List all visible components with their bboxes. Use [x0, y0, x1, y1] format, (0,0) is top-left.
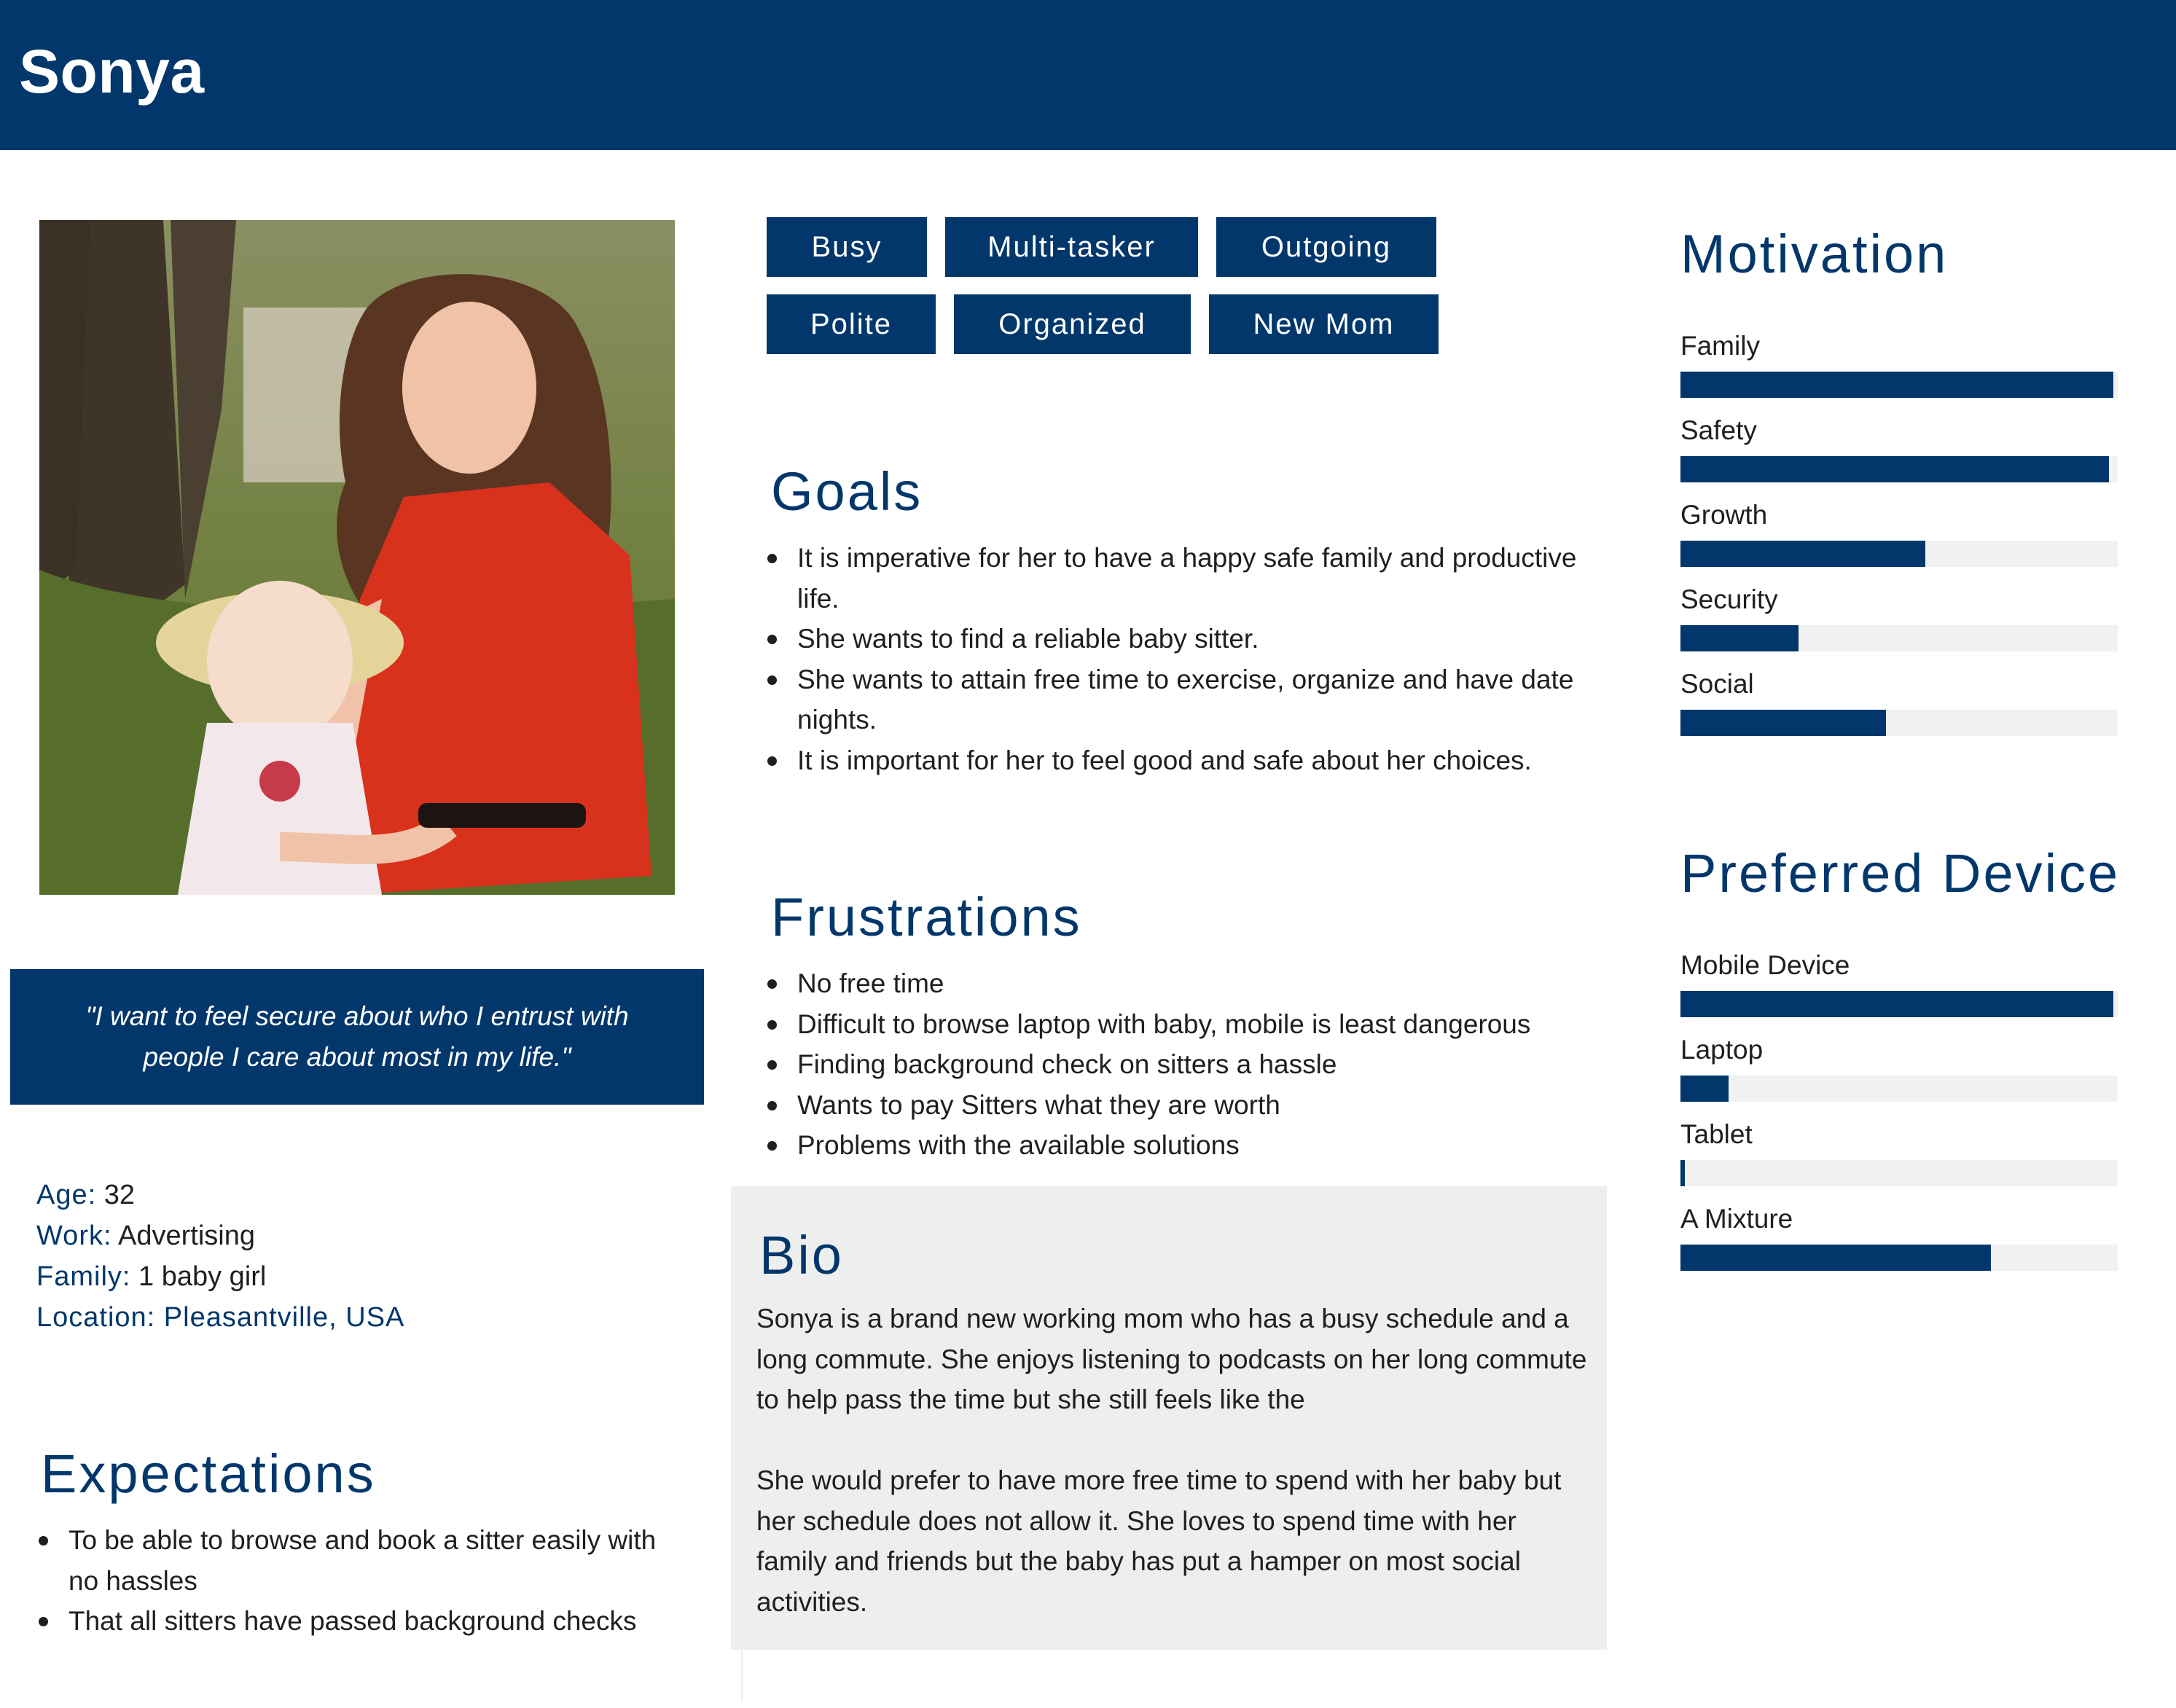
demographic-work [36, 1215, 404, 1256]
list-item: It is important for her to feel good and safe about her choices. [765, 740, 1589, 781]
device-meter-fill [1680, 1160, 1685, 1186]
bio-paragraph: She would prefer to have more free time to spend with her baby but her schedule does not allow it. She loves to spend time with her family and friends but the baby has put a hamper on most social activities. [756, 1465, 1562, 1617]
persona-quote-box [10, 969, 704, 1105]
motivation-meter-track [1680, 710, 2118, 736]
header-bar [0, 0, 2176, 150]
device-meter-label: A Mixture [1680, 1204, 1793, 1234]
location-value: Pleasantville, USA [155, 1302, 405, 1333]
persona-quote: "I want to feel secure about who I entrust with people I care about most in my life." [85, 1001, 629, 1072]
divider [741, 1650, 743, 1701]
demographics [36, 1175, 404, 1338]
motivation-meter-label: Safety [1680, 415, 1757, 445]
goals-heading: Goals [771, 461, 923, 522]
tag-polite: Polite [767, 294, 936, 354]
location-label: Location: [36, 1302, 156, 1333]
preferred-device-heading: Preferred Device [1680, 843, 2121, 904]
motivation-meter-label: Family [1680, 331, 1760, 361]
motivation-meter-track [1680, 372, 2118, 398]
persona-photo [39, 220, 675, 895]
expectations-list [36, 1520, 692, 1642]
device-meter-fill [1680, 1076, 1729, 1102]
bio-paragraph: Sonya is a brand new working mom who has a busy schedule and a long commute. She enjoys listening to podcasts on her long commute to help pass the time but she still feels like the [756, 1304, 1587, 1414]
motivation-meter-fill [1680, 625, 1799, 651]
frustrations-heading: Frustrations [771, 887, 1082, 947]
work-value: Advertising [111, 1221, 255, 1251]
tag-busy: Busy [767, 217, 927, 277]
family-value: 1 baby girl [130, 1261, 267, 1292]
list-item: She wants to find a reliable baby sitter. [765, 619, 1589, 659]
device-meter-label: Laptop [1680, 1035, 1764, 1065]
device-meter-track [1680, 1245, 2118, 1271]
age-value: 32 [96, 1180, 135, 1210]
motivation-meter-fill [1680, 541, 1925, 567]
device-meter-fill [1680, 1245, 1991, 1271]
motivation-meter-fill [1680, 456, 2109, 482]
device-meter-label: Mobile Device [1680, 950, 1850, 980]
list-item: Problems with the available solutions [765, 1125, 1640, 1166]
demographic-family [36, 1256, 404, 1297]
motivation-meter-track [1680, 625, 2118, 651]
tag-new-mom: New Mom [1209, 294, 1439, 354]
list-item: Finding background check on sitters a hassle [765, 1044, 1640, 1085]
motivation-meter-label: Growth [1680, 500, 1768, 530]
motivation-meter-track [1680, 541, 2118, 567]
device-meter-fill [1680, 991, 2113, 1017]
device-meter-track [1680, 1076, 2118, 1102]
goals-list [765, 538, 1589, 780]
bio-text [756, 1298, 1587, 1622]
tag-multi-tasker: Multi-tasker [945, 217, 1198, 277]
demographic-age [36, 1175, 404, 1215]
tag-organized: Organized [954, 294, 1191, 354]
list-item: To be able to browse and book a sitter easily with no hassles [36, 1520, 692, 1601]
list-item: Difficult to browse laptop with baby, mobile is least dangerous [765, 1004, 1640, 1045]
expectations-heading: Expectations [41, 1443, 376, 1504]
tag-outgoing: Outgoing [1216, 217, 1436, 277]
motivation-meter-label: Security [1680, 584, 1778, 614]
list-item: It is imperative for her to have a happy safe family and productive life. [765, 538, 1589, 619]
bio-heading: Bio [759, 1225, 844, 1285]
motivation-meter-track [1680, 456, 2118, 482]
age-label: Age: [36, 1180, 97, 1210]
persona-name: Sonya [19, 37, 205, 106]
motivation-meter-fill [1680, 372, 2113, 398]
family-label: Family: [36, 1261, 131, 1292]
motivation-meter-label: Social [1680, 669, 1754, 699]
list-item: No free time [765, 963, 1640, 1004]
device-meter-label: Tablet [1680, 1119, 1753, 1149]
device-meter-track [1680, 991, 2118, 1017]
list-item: She wants to attain free time to exercise, organize and have date nights. [765, 659, 1589, 740]
motivation-heading: Motivation [1680, 224, 1949, 284]
work-label: Work: [36, 1221, 112, 1251]
device-meter-track [1680, 1160, 2118, 1186]
motivation-meter-fill [1680, 710, 1886, 736]
list-item: Wants to pay Sitters what they are worth [765, 1085, 1640, 1126]
demographic-location [36, 1297, 404, 1338]
list-item: That all sitters have passed background checks [36, 1601, 692, 1642]
frustrations-list [765, 963, 1640, 1166]
